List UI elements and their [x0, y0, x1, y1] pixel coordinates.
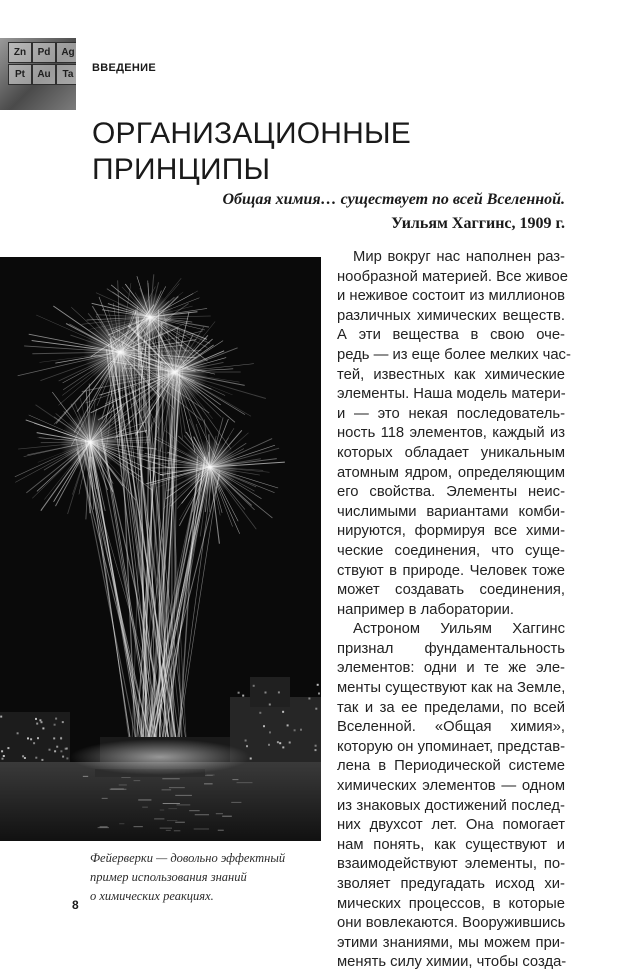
epigraph-author: Уильям Хаггинс, 1909 г.: [222, 212, 565, 236]
page-number: 8: [72, 898, 79, 912]
body-line: и неживое состоит из миллионов: [337, 287, 565, 307]
thumbnail-cell: Pt: [8, 64, 32, 85]
body-line: атомным ядром, определяющим: [337, 464, 565, 484]
body-line: химических элементов — одном: [337, 777, 565, 797]
body-line: Астроном Уильям Хаггинс: [337, 620, 565, 640]
body-line: взаимодействуют элементы, по-: [337, 855, 565, 875]
thumbnail-cell: Au: [32, 64, 56, 85]
body-line: элементы. Наша модель матери-: [337, 385, 565, 405]
body-line: редь — из еще более мелких час-: [337, 346, 565, 366]
body-line: Вселенной. «Общая химия»,: [337, 718, 565, 738]
body-line: признал фундаментальность: [337, 640, 565, 660]
body-line: из знаковых достижений послед-: [337, 797, 565, 817]
body-line: ность 118 элементов, каждый из: [337, 424, 565, 444]
body-line: они вовлекаются. Вооружившись: [337, 914, 565, 934]
body-text: [337, 248, 565, 973]
caption-line: пример использования знаний: [90, 868, 315, 887]
body-line: например в лаборатории.: [337, 601, 565, 621]
thumbnail-cell: Ag: [56, 42, 76, 63]
page-title: [92, 116, 512, 188]
paragraph-2: [337, 620, 565, 973]
body-line: тей, известных как химические: [337, 366, 565, 386]
body-line: его свойства. Элементы неис-: [337, 483, 565, 503]
body-line: менты существуют как на Земле,: [337, 679, 565, 699]
body-line: А эти вещества в свою оче-: [337, 326, 565, 346]
body-line: лена в Периодической системе: [337, 757, 565, 777]
thumbnail-cell: Pd: [32, 42, 56, 63]
body-line: различных химических веществ.: [337, 307, 565, 327]
body-line: нообразной материей. Все живое: [337, 268, 565, 288]
body-line: которую он упоминает, представ-: [337, 738, 565, 758]
body-line: ствуют в природе. Человек тоже: [337, 562, 565, 582]
page-title-line: ОРГАНИЗАЦИОННЫЕ: [92, 116, 512, 152]
thumbnail-cell: Ta: [56, 64, 76, 85]
body-line: ческие соединения, что суще-: [337, 542, 565, 562]
section-label: ВВЕДЕНИЕ: [92, 62, 156, 74]
body-line: которых обладает уникальным: [337, 444, 565, 464]
body-line: менять силу химии, чтобы созда-: [337, 953, 565, 973]
fireworks-photo: [0, 257, 321, 841]
body-line: мических процессов, в которые: [337, 895, 565, 915]
epigraph-quote: Общая химия… существует по всей Вселенной.: [222, 188, 565, 212]
fireworks-illustration: [0, 257, 321, 841]
body-line: них двухсот лет. Она помогает: [337, 816, 565, 836]
body-line: нируются, формируя все хими-: [337, 522, 565, 542]
epigraph: [222, 188, 565, 236]
body-line: так и за ее пределами, по всей: [337, 699, 565, 719]
body-line: числимыми вариантами комби-: [337, 503, 565, 523]
body-line: может создавать соединения,: [337, 581, 565, 601]
caption-line: Фейерверки — довольно эффектный: [90, 849, 315, 868]
paragraph-1: [337, 248, 565, 620]
page-title-line: ПРИНЦИПЫ: [92, 152, 512, 188]
body-line: этими знаниями, мы можем при-: [337, 934, 565, 954]
body-line: элементов: одни и те же элe-: [337, 659, 565, 679]
photo-caption: [90, 849, 315, 906]
body-line: нам понять, как существуют и: [337, 836, 565, 856]
periodic-table-thumbnail: [0, 38, 76, 110]
caption-line: о химических реакциях.: [90, 887, 315, 906]
body-line: Мир вокруг нас наполнен раз-: [337, 248, 565, 268]
thumbnail-cell: Zn: [8, 42, 32, 63]
body-line: зволяет предугадать исход хи-: [337, 875, 565, 895]
body-line: и — это некая последователь-: [337, 405, 565, 425]
